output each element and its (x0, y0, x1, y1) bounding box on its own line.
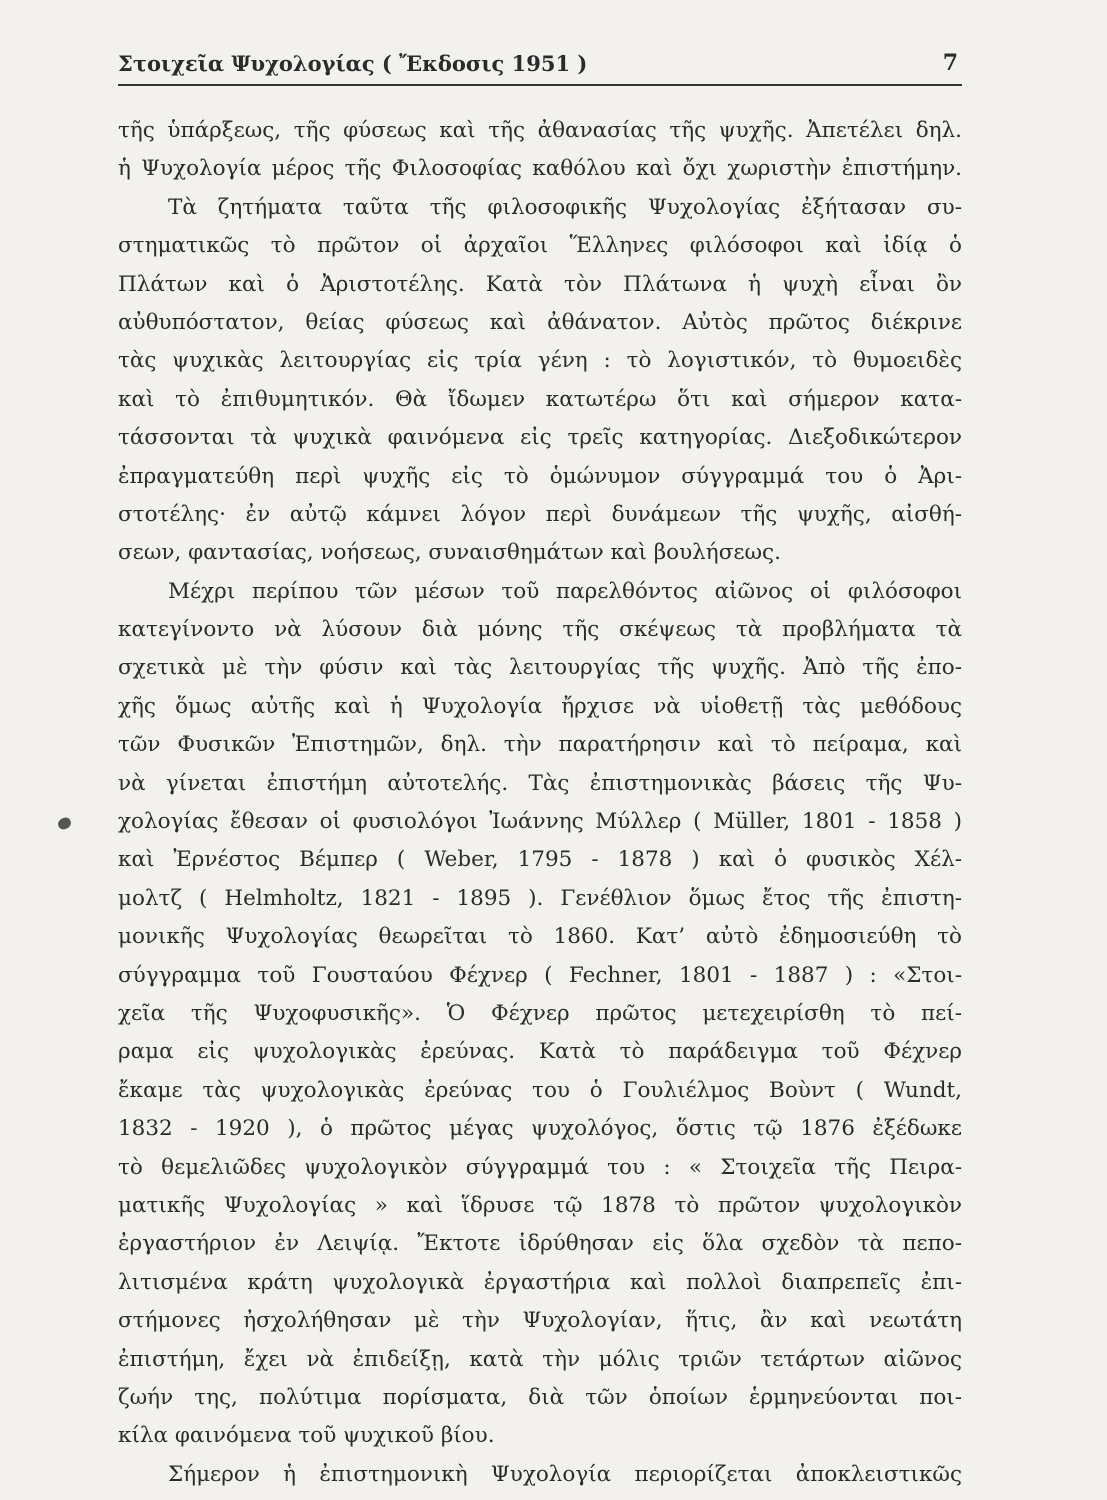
text-line: καὶ Ἐρνέστος Βέμπερ ( Weber, 1795 - 1878 ) καὶ ὁ φυσικὸς Χέλ- (118, 847, 962, 873)
paragraph-first-line: Τὰ ζητήματα ταῦτα τῆς φιλοσοφικῆς Ψυχολογίας ἐξήτασαν συ- (168, 194, 962, 220)
text-line: τὰς ψυχικὰς λειτουργίας εἰς τρία γένη : τὸ λογιστικόν, τὸ θυμοειδὲς (118, 348, 962, 374)
text-line: μονικῆς Ψυχολογίας θεωρεῖται τὸ 1860. Κατ’ αὐτὸ ἐδημοσιεύθη τὸ (118, 924, 962, 950)
text-line: στήμονες ἠσχολήθησαν μὲ τὴν Ψυχολογίαν, ἥτις, ἂν καὶ νεωτάτη (118, 1308, 962, 1334)
text-line: σχετικὰ μὲ τὴν φύσιν καὶ τὰς λειτουργίας τῆς ψυχῆς. Ἀπὸ τῆς ἐπο- (118, 655, 962, 681)
text-line: καὶ τὸ ἐπιθυμητικόν. Θὰ ἴδωμεν κατωτέρω ὅτι καὶ σήμερον κατα- (118, 386, 962, 412)
ink-blot-mark (57, 816, 73, 831)
text-line: ματικῆς Ψυχολογίας » καὶ ἵδρυσε τῷ 1878 τὸ πρῶτον ψυχολογικὸν (118, 1192, 962, 1218)
running-header (118, 44, 962, 86)
page-number: 7 (942, 50, 958, 76)
text-line: στηματικῶς τὸ πρῶτον οἱ ἀρχαῖοι Ἕλληνες φιλόσοφοι καὶ ἰδίᾳ ὁ (118, 233, 962, 259)
text-line: Πλάτων καὶ ὁ Ἀριστοτέλης. Κατὰ τὸν Πλάτωνα ἡ ψυχὴ εἶναι ὂν (118, 271, 962, 297)
text-line: χῆς ὅμως αὐτῆς καὶ ἡ Ψυχολογία ἤρχισε νὰ υἱοθετῇ τὰς μεθόδους (118, 693, 962, 719)
text-line: ζωήν της, πολύτιμα πορίσματα, διὰ τῶν ὁποίων ἑρμηνεύονται ποι- (118, 1384, 962, 1410)
text-line: κατεγίνοντο νὰ λύσουν διὰ μόνης τῆς σκέψεως τὰ προβλήματα τὰ (118, 617, 962, 643)
paragraph-last-line: σεων, φαντασίας, νοήσεως, συναισθημάτων καὶ βουλήσεως. (118, 540, 781, 566)
header-title: Στοιχεῖα Ψυχολογίας ( Ἔκδοσις 1951 ) (118, 51, 588, 76)
text-line: τῆς ὑπάρξεως, τῆς φύσεως καὶ τῆς ἀθανασίας τῆς ψυχῆς. Ἀπετέλει δηλ. (118, 118, 962, 143)
paragraph-last-line: κίλα φαινόμενα τοῦ ψυχικοῦ βίου. (118, 1423, 495, 1449)
text-line: λιτισμένα κράτη ψυχολογικὰ ἐργαστήρια καὶ πολλοὶ διαπρεπεῖς ἐπι- (118, 1269, 962, 1295)
text-line: τὸ θεμελιῶδες ψυχολογικὸν σύγγραμμά του : « Στοιχεῖα τῆς Πειρα- (118, 1154, 962, 1180)
text-line: χεῖα τῆς Ψυχοφυσικῆς». Ὁ Φέχνερ πρῶτος μετεχειρίσθη τὸ πεί- (118, 1000, 962, 1026)
text-line: νὰ γίνεται ἐπιστήμη αὐτοτελής. Τὰς ἐπιστημονικὰς βάσεις τῆς Ψυ- (118, 770, 962, 796)
text-line: ἐπιστήμη, ἔχει νὰ ἐπιδείξῃ, κατὰ τὴν μόλις τριῶν τετάρτων αἰῶνος (118, 1346, 962, 1372)
text-line: τάσσονται τὰ ψυχικὰ φαινόμενα εἰς τρεῖς κατηγορίας. Διεξοδικώτερον (118, 425, 962, 451)
text-line: μολτζ ( Helmholtz, 1821 - 1895 ). Γενέθλιον ὅμως ἔτος τῆς ἐπιστη- (118, 885, 962, 911)
text-line: σύγγραμμα τοῦ Γουσταύου Φέχνερ ( Fechner, 1801 - 1887 ) : «Στοι- (118, 962, 962, 988)
text-line: ἡ Ψυχολογία μέρος τῆς Φιλοσοφίας καθόλου καὶ ὄχι χωριστὴν ἐπιστήμην. (118, 156, 962, 182)
text-line: ραμα εἰς ψυχολογικὰς ἐρεύνας. Κατὰ τὸ παράδειγμα τοῦ Φέχνερ (118, 1039, 962, 1065)
text-line: χολογίας ἔθεσαν οἱ φυσιολόγοι Ἰωάννης Μύλλερ ( Müller, 1801 - 1858 ) (118, 809, 962, 835)
paragraph-first-line: Μέχρι περίπου τῶν μέσων τοῦ παρελθόντος αἰῶνος οἱ φιλόσοφοι (168, 578, 962, 604)
text-line: ἐπραγματεύθη περὶ ψυχῆς εἰς τὸ ὁμώνυμον σύγγραμμά του ὁ Ἀρι- (118, 463, 962, 489)
text-line: τῶν Φυσικῶν Ἐπιστημῶν, δηλ. τὴν παρατήρησιν καὶ τὸ πείραμα, καὶ (118, 732, 962, 758)
text-line: 1832 - 1920 ), ὁ πρῶτος μέγας ψυχολόγος, ὅστις τῷ 1876 ἐξέδωκε (118, 1116, 962, 1142)
text-line: αὐθυπόστατον, θείας φύσεως καὶ ἀθάνατον. Αὐτὸς πρῶτος διέκρινε (118, 309, 962, 335)
body-text (118, 112, 962, 1494)
text-line: στοτέλης· ἐν αὐτῷ κάμνει λόγον περὶ δυνάμεων τῆς ψυχῆς, αἰσθή- (118, 501, 962, 527)
text-line: ἔκαμε τὰς ψυχολογικὰς ἐρεύνας του ὁ Γουλιέλμος Βοὺντ ( Wundt, (118, 1077, 962, 1103)
paragraph-first-line: Σήμερον ἡ ἐπιστημονικὴ Ψυχολογία περιορίζεται ἀποκλειστικῶς (168, 1461, 962, 1487)
text-line: ἐργαστήριον ἐν Λειψίᾳ. Ἔκτοτε ἱδρύθησαν εἰς ὅλα σχεδὸν τὰ πεπο- (118, 1231, 962, 1257)
